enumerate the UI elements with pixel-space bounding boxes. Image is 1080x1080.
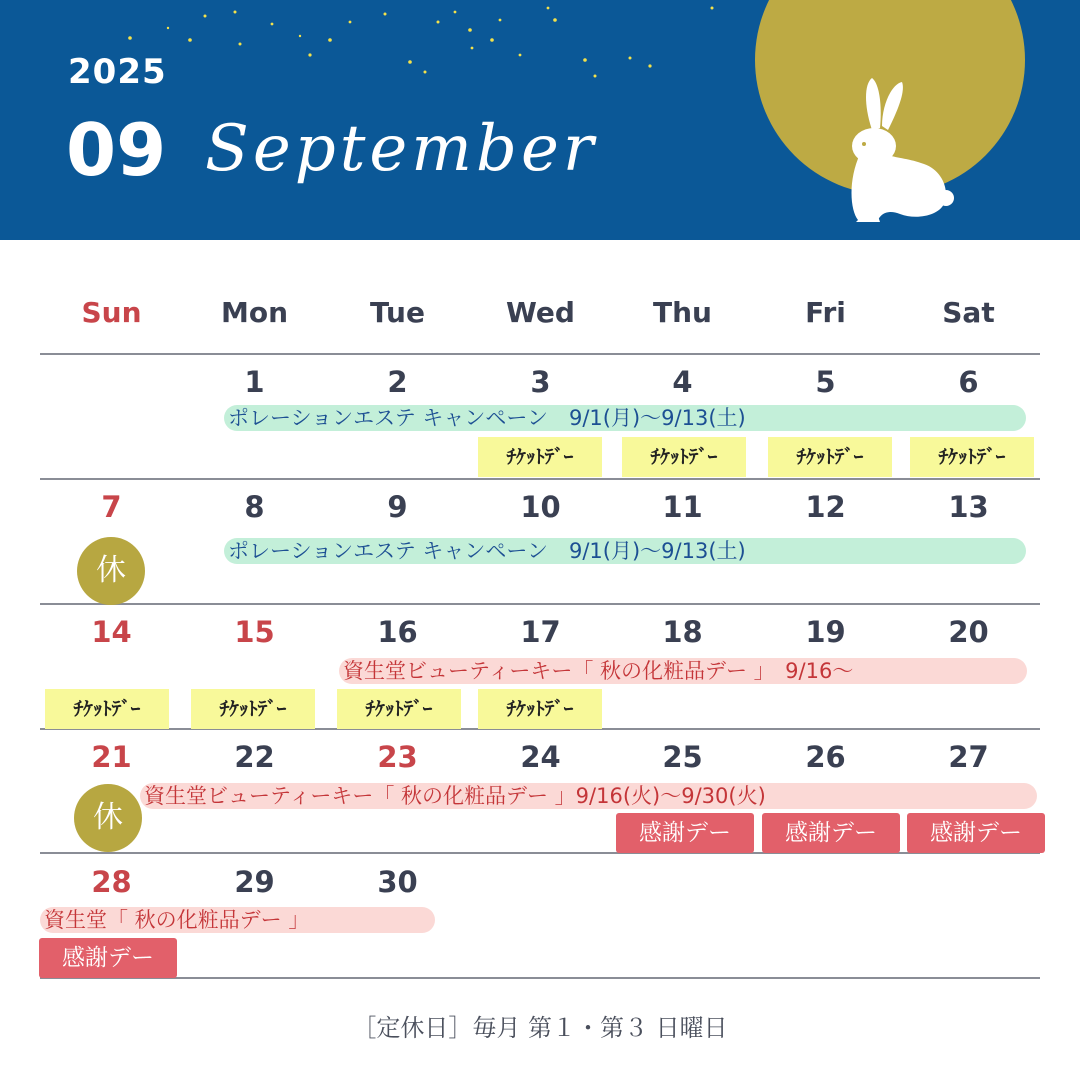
event-bar-polation-campaign: ポレーションエステ キャンペーン 9/1(月)〜9/13(土)	[224, 538, 1026, 564]
day-number: 21	[91, 740, 132, 774]
closing-days-note: ［定休日］毎月 第１・第３ 日曜日	[352, 1014, 728, 1042]
month-number: 09	[66, 108, 167, 192]
day-number: 25	[662, 740, 703, 774]
day-number: 5	[815, 365, 836, 399]
day-number: 4	[672, 365, 693, 399]
day-number: 18	[662, 615, 703, 649]
grid-line	[40, 977, 1040, 979]
day-number: 15	[234, 615, 275, 649]
event-bar-polation-campaign: ポレーションエステ キャンペーン 9/1(月)〜9/13(土)	[224, 405, 1026, 431]
ticket-day-badge: ﾁｹｯﾄﾃﾞｰ	[478, 689, 602, 729]
weekday-mon: Mon	[220, 296, 289, 329]
day-number: 28	[91, 865, 132, 899]
day-number: 27	[948, 740, 989, 774]
thanks-day-badge: 感謝デー	[39, 938, 177, 978]
thanks-day-badge: 感謝デー	[762, 813, 900, 853]
weekday-sun: Sun	[81, 296, 142, 329]
calendar-header	[0, 0, 1080, 240]
month-name: September	[205, 112, 598, 186]
grid-line	[40, 353, 1040, 355]
ticket-day-badge: ﾁｹｯﾄﾃﾞｰ	[910, 437, 1034, 477]
ticket-day-badge: ﾁｹｯﾄﾃﾞｰ	[478, 437, 602, 477]
day-number: 23	[377, 740, 418, 774]
ticket-day-badge: ﾁｹｯﾄﾃﾞｰ	[622, 437, 746, 477]
weekday-thu: Thu	[653, 296, 712, 329]
weekday-wed: Wed	[506, 296, 575, 329]
thanks-day-badge: 感謝デー	[616, 813, 754, 853]
day-number: 24	[520, 740, 561, 774]
ticket-day-badge: ﾁｹｯﾄﾃﾞｰ	[768, 437, 892, 477]
day-number: 12	[805, 490, 846, 524]
day-number: 3	[530, 365, 551, 399]
day-number: 6	[958, 365, 979, 399]
weekday-fri: Fri	[805, 296, 846, 329]
grid-line	[40, 603, 1040, 605]
day-number: 9	[387, 490, 408, 524]
ticket-day-badge: ﾁｹｯﾄﾃﾞｰ	[191, 689, 315, 729]
day-number: 10	[520, 490, 561, 524]
day-number: 29	[234, 865, 275, 899]
ticket-day-badge: ﾁｹｯﾄﾃﾞｰ	[337, 689, 461, 729]
rabbit-icon	[820, 70, 960, 230]
day-number: 7	[101, 490, 122, 524]
day-number: 13	[948, 490, 989, 524]
day-number: 2	[387, 365, 408, 399]
day-number: 8	[244, 490, 265, 524]
event-bar-shiseido: 資生堂ビューティーキー「 秋の化粧品デー 」9/16(火)〜9/30(火)	[140, 783, 1037, 809]
weekday-tue: Tue	[370, 296, 425, 329]
day-number: 14	[91, 615, 132, 649]
weekday-sat: Sat	[942, 296, 995, 329]
ticket-day-badge: ﾁｹｯﾄﾃﾞｰ	[45, 689, 169, 729]
day-number: 11	[662, 490, 703, 524]
day-number: 22	[234, 740, 275, 774]
day-number: 30	[377, 865, 418, 899]
year-label: 2025	[68, 52, 167, 92]
day-number: 1	[244, 365, 265, 399]
event-bar-shiseido: 資生堂ビューティーキー「 秋の化粧品デー 」 9/16〜	[339, 658, 1027, 684]
day-number: 20	[948, 615, 989, 649]
closed-day-badge: 休	[74, 784, 142, 852]
thanks-day-badge: 感謝デー	[907, 813, 1045, 853]
day-number: 17	[520, 615, 561, 649]
closed-day-badge: 休	[77, 537, 145, 605]
day-number: 16	[377, 615, 418, 649]
day-number: 26	[805, 740, 846, 774]
day-number: 19	[805, 615, 846, 649]
event-bar-shiseido: 資生堂「 秋の化粧品デー 」	[40, 907, 435, 933]
grid-line	[40, 478, 1040, 480]
